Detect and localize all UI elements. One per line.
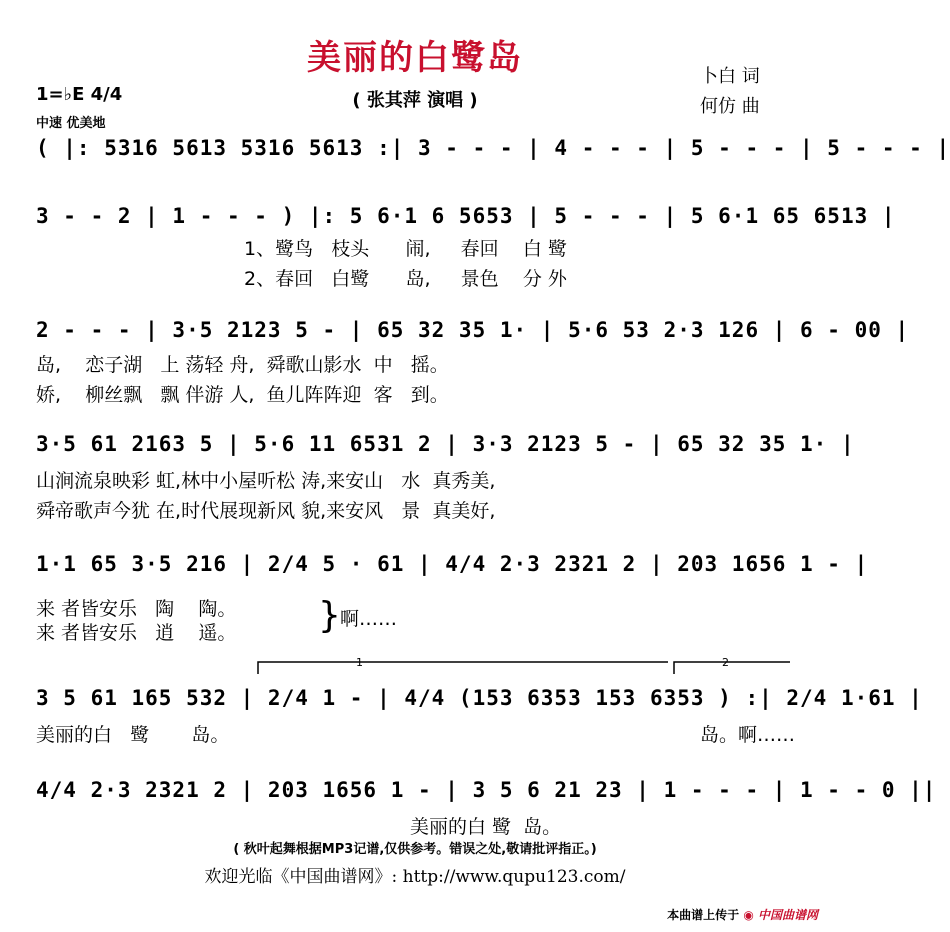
score-row-notes: 2 - - - | 3·5 2123 5 - | 65 32 35 1· | 5·6 53 2·3 126 | 6 - 00 | <box>36 318 910 342</box>
lyric-verse-2: 娇, 柳丝飘 飘 伴游 人, 鱼儿阵阵迎 客 到。 <box>36 384 449 406</box>
lyric-verse-2: 舜帝歌声今犹 在,时代展现新风 貌,来安风 景 真美好, <box>36 500 496 522</box>
score-row-6 <box>0 684 923 720</box>
transcription-note: ( 秋叶起舞根据MP3记谱,仅供参考。错误之处,敬请批评指正。) <box>233 842 597 857</box>
lyric-line: 美丽的白 鹭 岛。 <box>36 724 230 746</box>
lyric-verse-1: 岛, 恋子湖 上 荡轻 舟, 舜歌山影水 中 摇。 <box>36 354 449 376</box>
lyric-line: 美丽的白 鹭 岛。 <box>410 816 562 838</box>
score-row-notes: 4/4 2·3 2321 2 | 203 1656 1 - | 3 5 6 21 23 | 1 - - - | 1 - - 0 || <box>36 778 937 802</box>
site-logo: 中国曲谱网 <box>757 908 818 922</box>
lyric-tail: 啊…… <box>340 608 398 630</box>
score-row-notes: ( |: 5316 5613 5316 5613 :| 3 - - - | 4 - - - | 5 - - - | 5 - - - | <box>36 136 950 160</box>
score-row-notes: 3·5 61 2163 5 | 5·6 11 6531 2 | 3·3 2123 5 - | 65 32 35 1· | <box>36 432 855 456</box>
score-row-4 <box>0 430 855 466</box>
score-row-notes: 3 - - 2 | 1 - - - ) |: 5 6·1 6 5653 | 5 - - - | 5 6·1 65 6513 | <box>36 204 896 228</box>
score-row-1 <box>0 134 950 170</box>
lyric-verse-1: 1、鹭鸟 枝头 闹, 春回 白 鹭 <box>244 238 567 260</box>
uploader-text: 本曲谱上传于 <box>667 908 740 922</box>
score-row-7 <box>0 776 937 812</box>
logo-icon: ◉ <box>743 908 754 922</box>
lyric-verse-1: 山涧流泉映彩 虹,林中小屋听松 涛,来安山 水 真秀美, <box>36 470 496 492</box>
score-row-2 <box>0 202 896 238</box>
score-row-notes: 1·1 65 3·5 216 | 2/4 5 · 61 | 4/4 2·3 2321 2 | 203 1656 1 - | <box>36 552 869 576</box>
volta-brackets <box>0 656 830 676</box>
lyric-line: 岛。啊…… <box>700 724 796 746</box>
lyric-verse-1: 来 者皆安乐 陶 陶。 <box>36 598 237 620</box>
key-signature: 1=♭E 4/4 <box>36 84 123 105</box>
lyric-verse-2: 来 者皆安乐 逍 遥。 <box>36 622 237 644</box>
lyric-verse-2: 2、春回 白鹭 岛, 景色 分 外 <box>244 268 567 290</box>
brace-symbol: } <box>318 595 341 636</box>
page-title: 美丽的白鹭岛 <box>307 38 523 78</box>
welcome-line: 欢迎光临《中国曲谱网》: http://www.qupu123.com/ <box>204 867 626 887</box>
composer-credit: 何仿 曲 <box>700 96 760 117</box>
uploader-credit <box>667 906 818 923</box>
tempo-marking: 中速 优美地 <box>36 116 106 131</box>
lyricist-credit: 卜白 词 <box>700 66 760 87</box>
score-row-3 <box>0 316 910 352</box>
volta-second-label: 2 <box>722 656 729 669</box>
score-row-notes: 3 5 61 165 532 | 2/4 1 - | 4/4 (153 6353 153 6353 ) :| 2/4 1·61 | <box>36 686 923 710</box>
score-row-5 <box>0 550 869 586</box>
singer-credit: ( 张其萍 演唱 ) <box>352 90 478 111</box>
volta-first-label: 1 <box>356 656 363 669</box>
